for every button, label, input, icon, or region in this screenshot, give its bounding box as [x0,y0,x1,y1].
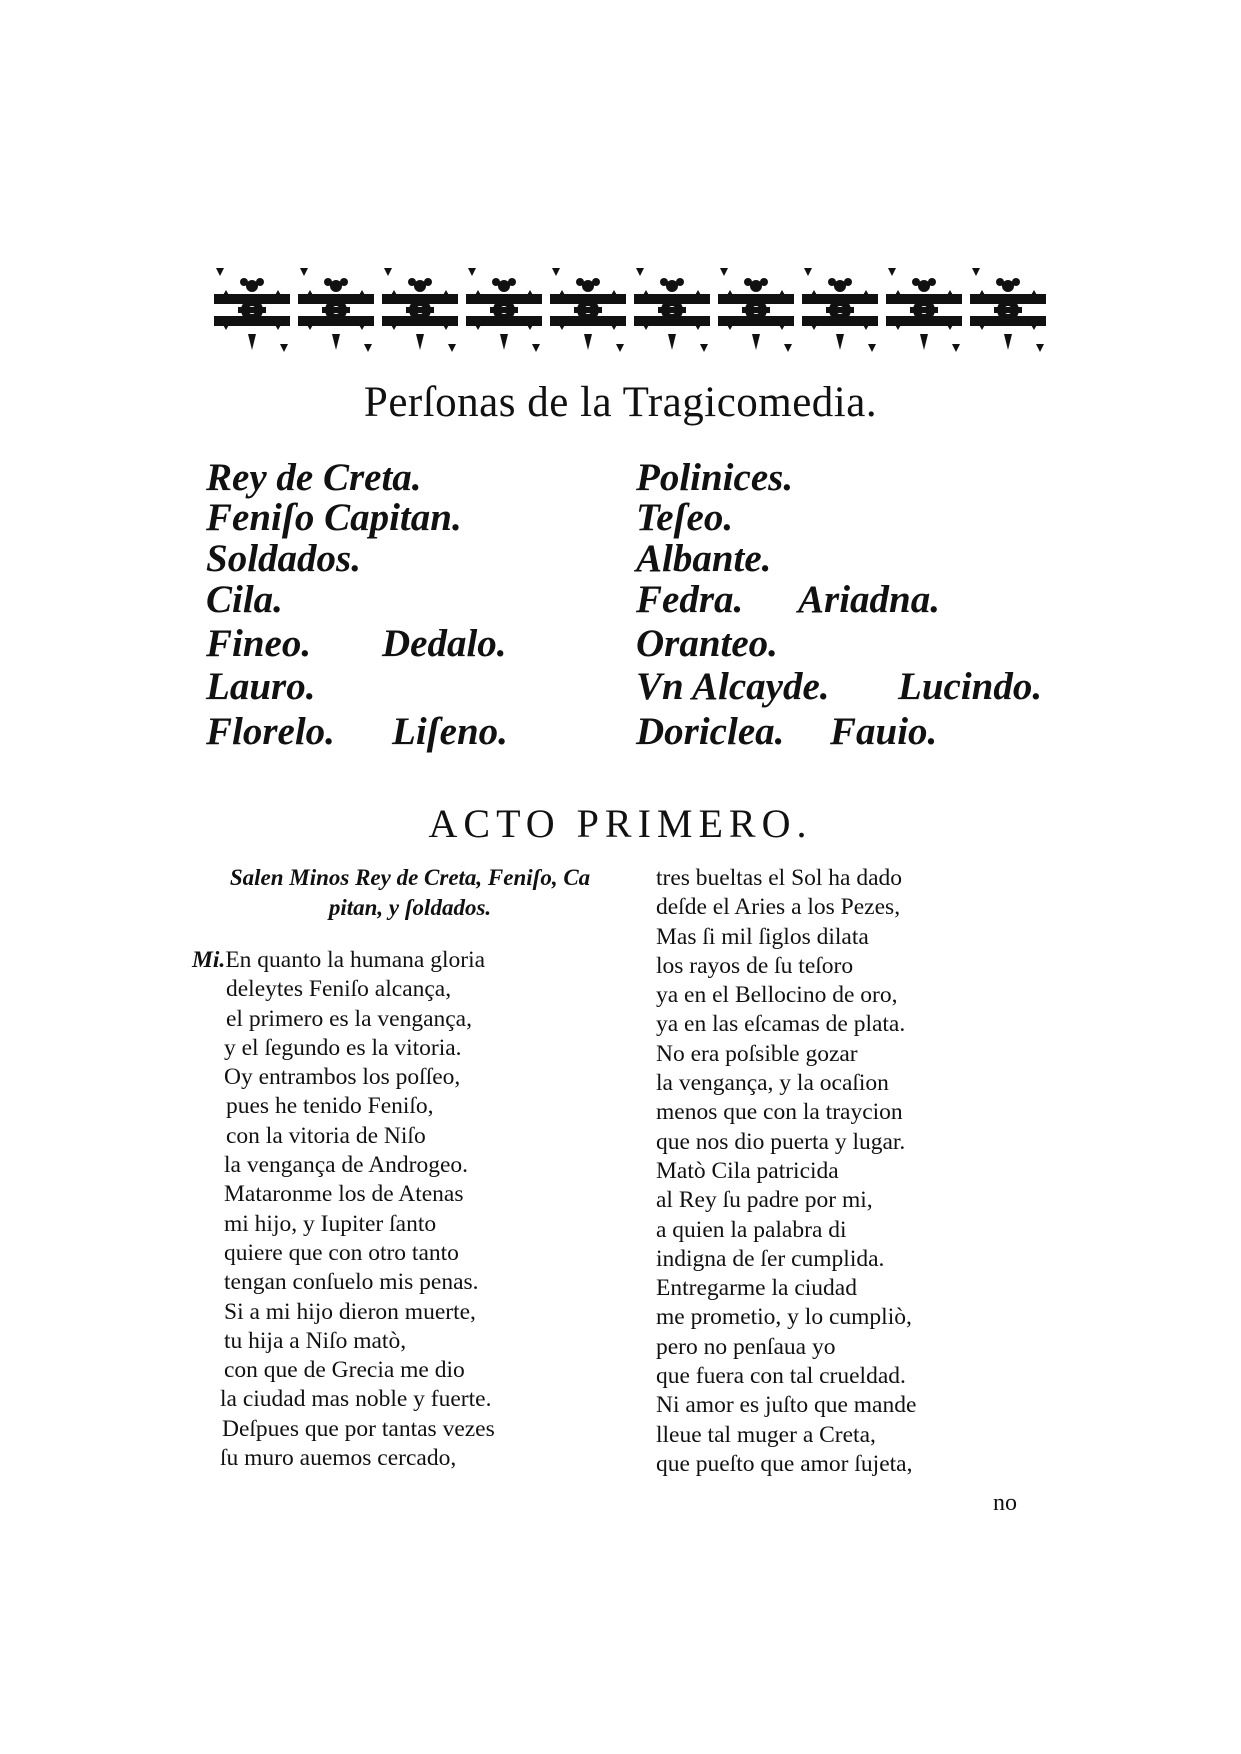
verse-column-right [656,864,916,1479]
character-name: Ariadna. [798,578,940,621]
verse-line [192,946,495,975]
verse-line: Matò Cila patricida [656,1157,839,1184]
verse-line: la vengança, y la ocaſion [656,1070,889,1097]
verse-line: que fuera con tal crueldad. [656,1363,906,1390]
character-name: Cila. [206,578,283,621]
verse-line: tres bueltas el Sol ha dado [656,865,903,891]
act-heading: ACTO PRIMERO. [428,801,813,846]
character-name: Albante. [636,537,772,580]
character-name: Lauro. [206,665,316,708]
verse-line: la vengança de Androgeo. [224,1152,469,1179]
verse-line: y el ſegundo es la vitoria. [224,1034,462,1061]
verse-line: Entregarme la ciudad [656,1275,857,1302]
verse-line: ya en el Bellocino de oro, [656,982,898,1009]
character-name: Fineo. [206,622,312,665]
verse-line: mi hijo, y Iupiter ſanto [224,1210,437,1237]
verse-line: el primero es la vengança, [226,1005,472,1032]
ornament-band [212,264,1050,356]
verse-line: Oy entrambos los poſſeo, [224,1064,461,1091]
verse-line: ſu muro auemos cercado, [220,1445,457,1472]
verse-line: con que de Grecia me dio [224,1357,465,1384]
character-name: Oranteo. [636,622,778,665]
verse-line: menos que con la traycion [656,1099,903,1126]
character-name: Doriclea. [636,710,785,753]
verse-line: Ni amor es juſto que mande [656,1392,917,1419]
character-name: Feniſo Capitan. [206,496,462,539]
verse-text: En quanto la humana gloria [225,947,486,973]
verse-line: quiere que con otro tanto [224,1239,459,1266]
character-name: Fauio. [830,710,938,753]
character-name: Florelo. [206,710,335,753]
verse-line: Si a mi hijo dieron muerte, [224,1298,476,1325]
verse-line: con la vitoria de Niſo [226,1122,426,1149]
verse-line: deſde el Aries a los Pezes, [656,894,901,921]
verse-line: tu hija a Niſo matò, [224,1327,407,1354]
verse-line: ya en las eſcamas de plata. [656,1011,906,1038]
verse-column-left [192,946,495,1473]
character-name: Lucindo. [898,665,1043,708]
stage-direction-line: Salen Minos Rey de Creta, Feniſo, Ca [229,865,591,890]
verse-line: lleue tal muger a Creta, [656,1421,876,1448]
character-name: Teſeo. [636,496,734,539]
verse-line: Deſpues que por tantas vezes [222,1415,495,1442]
character-name: Liſeno. [392,710,508,753]
verse-line: a quien la palabra di [656,1216,847,1243]
verse-line: tengan conſuelo mis penas. [224,1269,479,1296]
verse-line: Mataronme los de Atenas [224,1181,464,1208]
character-name: Dedalo. [382,622,507,665]
verse-line: No era poſsible gozar [656,1040,858,1067]
stage-direction-line: pitan, y ſoldados. [328,895,492,920]
verse-line: Mas ſi mil ſiglos dilata [656,923,869,950]
character-name: Vn Alcayde. [636,665,830,708]
verse-line: que pueſto que amor ſujeta, [656,1450,913,1477]
page-title: Perſonas de la Tragicomedia. [363,379,878,426]
stage-direction [190,863,630,923]
verse-line: pues he tenido Feniſo, [226,1093,434,1120]
verse-line: al Rey ſu padre por mi, [656,1187,873,1214]
speaker-label: Mi. [192,947,226,973]
verse-line: los rayos de ſu teſoro [656,952,854,979]
verse-line: indigna de ſer cumplida. [656,1245,885,1272]
verse-line: que nos dio puerta y lugar. [656,1128,906,1155]
verse-line: me prometio, y lo cumpliò, [656,1304,912,1331]
character-name: Soldados. [206,537,361,580]
character-name: Polinices. [636,456,794,499]
catchword: no [993,1490,1017,1516]
verse-line: la ciudad mas noble y fuerte. [220,1386,492,1413]
character-name: Fedra. [636,578,744,621]
verse-line: pero no penſaua yo [656,1333,836,1360]
verse-line: deleytes Feniſo alcança, [226,976,452,1003]
character-name: Rey de Creta. [206,456,422,499]
